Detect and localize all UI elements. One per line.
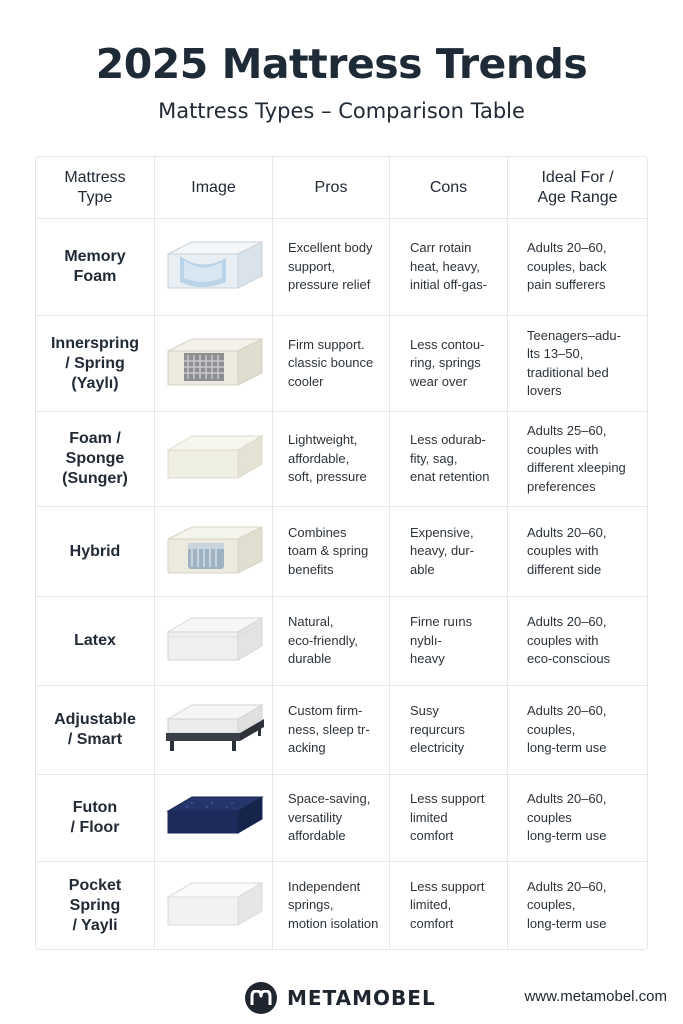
cons-text: Firne ruıns nyblı- heavy <box>410 614 473 667</box>
table-row <box>36 775 647 862</box>
pros-text: Firm support. classic bounce cooler <box>288 336 374 389</box>
column-header-ideal: Ideal For / Age Range <box>537 168 618 206</box>
ideal-for-text: Adults 20–60, couples, back pain sufferers <box>527 240 607 293</box>
brand-name: METAMOBEL <box>287 986 436 1010</box>
pros-text: Custom firm- ness, sleep tr- acking <box>288 703 370 756</box>
mattress-type: Hybrid <box>69 542 121 560</box>
pros-text: Space-saving, versatility affordable <box>288 791 371 844</box>
ideal-for-text: Teenagers–adu- lts 13–50, traditional bed lovers <box>527 327 621 398</box>
ideal-for-text: Adults 20–60, couples with eco-conscious <box>527 614 611 667</box>
column-header-pros: Pros <box>273 157 390 218</box>
cons-text: Less odurab- fity, sag, enat retention <box>410 432 490 485</box>
cons-text: Carr rotain heat, heavy, initial off-gas- <box>410 240 488 293</box>
mattress-type: Innerspring / Spring (Yaylı) <box>50 334 139 392</box>
hybrid-mattress-icon <box>162 521 266 583</box>
foam-mattress-icon <box>162 428 266 490</box>
ideal-for-text: Adults 20–60, couples, long-term use <box>527 703 607 756</box>
table-row <box>36 686 647 775</box>
metamobel-logo-icon <box>245 982 277 1014</box>
pocket-spring-mattress-icon <box>162 875 266 937</box>
cons-text: Less support limited, comfort <box>410 878 485 931</box>
table-row <box>36 597 647 686</box>
ideal-for-text: Adults 20–60, couples, long-term use <box>527 878 607 931</box>
table-row <box>36 219 647 316</box>
table-row <box>36 412 647 507</box>
ideal-for-text: Adults 20–60, couples long-term use <box>527 791 607 844</box>
table-row <box>36 507 647 597</box>
adjustable-bed-icon <box>162 699 266 761</box>
comparison-table <box>35 156 648 950</box>
ideal-for-text: Adults 25–60, couples with different xleeping preferences <box>527 423 626 494</box>
cons-text: Less support limited comfort <box>410 791 485 844</box>
footer-logo <box>245 982 436 1014</box>
column-header-image: Image <box>155 157 273 218</box>
futon-mattress-icon <box>162 787 266 849</box>
ideal-for-text: Adults 20–60, couples with different side <box>527 524 607 577</box>
website-url[interactable]: www.metamobel.com <box>524 988 667 1005</box>
mattress-type: Foam / Sponge (Sunger) <box>62 430 128 487</box>
pros-text: Natural, eco-friendly, durable <box>288 614 358 667</box>
page-subtitle: Mattress Types – Comparison Table <box>158 99 525 123</box>
mattress-type: Latex <box>74 632 116 649</box>
memory-foam-mattress-icon <box>162 236 266 298</box>
cons-text: Less contou- ring, springs wear over <box>410 336 485 389</box>
mattress-type: Adjustable / Smart <box>54 711 136 748</box>
column-header-cons: Cons <box>390 157 508 218</box>
table-header-row <box>36 157 647 219</box>
pros-text: Combines toam & spring benefits <box>288 524 369 577</box>
cons-text: Susy requrcurs electricity <box>410 703 465 756</box>
mattress-type: Memory Foam <box>64 248 126 285</box>
pros-text: Excellent body support, pressure relief <box>288 240 373 293</box>
innerspring-mattress-icon <box>162 333 266 395</box>
cons-text: Expensive, heavy, dur- able <box>410 524 475 577</box>
table-row <box>36 862 647 949</box>
table-row <box>36 316 647 412</box>
mattress-type: Futon / Floor <box>70 799 120 836</box>
pros-text: Lightweight, affordable, soft, pressure <box>288 432 367 485</box>
pros-text: Independent springs, motion isolation <box>288 878 379 931</box>
column-header-type: Mattress Type <box>36 157 155 218</box>
page-title: 2025 Mattress Trends <box>95 40 588 88</box>
mattress-type: Pocket Spring / Yayli <box>68 876 122 934</box>
latex-mattress-icon <box>162 610 266 672</box>
